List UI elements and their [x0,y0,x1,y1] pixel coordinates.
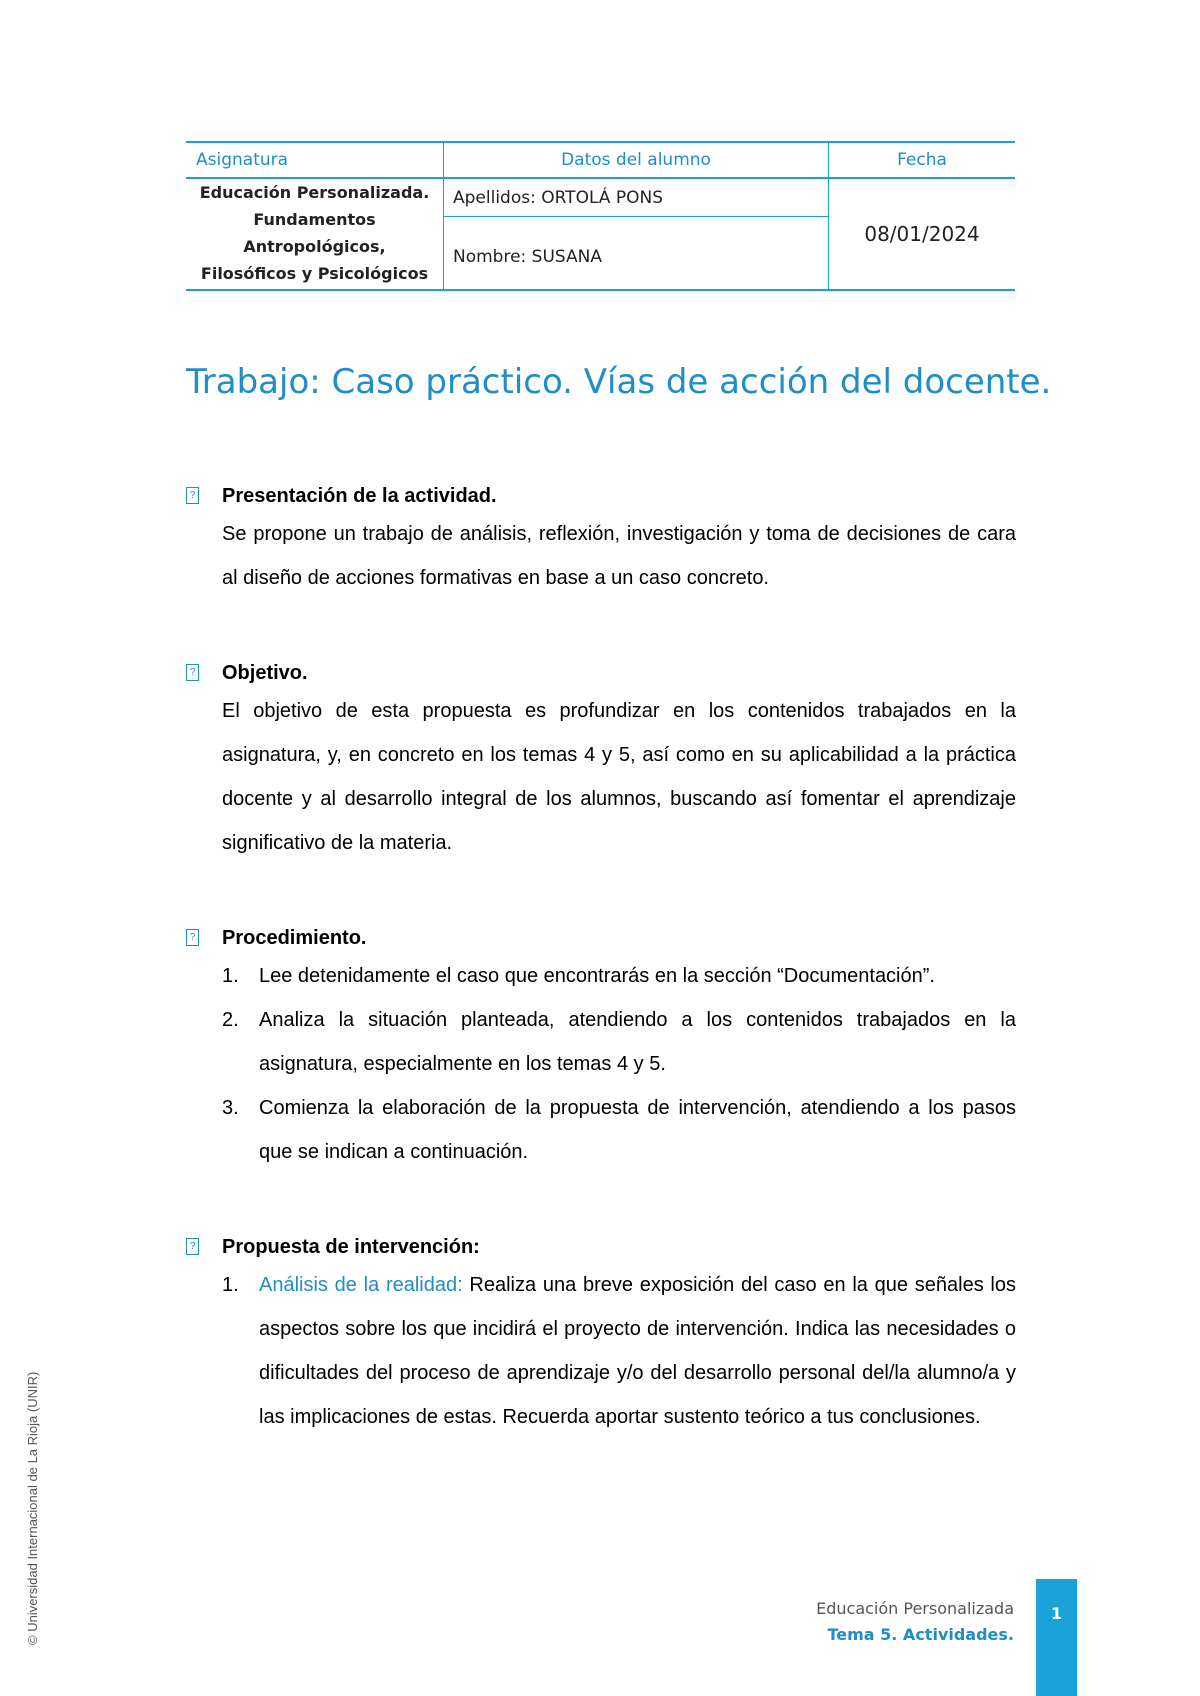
asignatura-cell [186,179,444,289]
section-text: Se propone un trabajo de análisis, reflexión, investigación y toma de decisiones de cara al diseño de acciones formativas en base a un caso concreto. [222,523,1016,589]
bullet-icon: ? [186,929,199,946]
list-text: Comienza la elaboración de la propuesta de intervención, atendiendo a los pasos que se indican a continuación. [259,1097,1016,1163]
propuesta-list [186,1263,1016,1439]
fecha-cell: 08/01/2024 [864,222,980,246]
nombre-field: Nombre: SUSANA [453,247,602,267]
asignatura-line: Educación Personalizada. [199,183,430,202]
footer [816,1596,1014,1648]
list-lead: Análisis de la realidad: [259,1274,463,1296]
bullet-icon: ? [186,664,199,681]
bullet-icon: ? [186,1238,199,1255]
page-number: 1 [1036,1579,1077,1696]
col-datos-header: Datos del alumno [444,143,829,177]
section-objetivo [186,661,1016,865]
footer-topic: Tema 5. Actividades. [827,1625,1014,1644]
section-heading: Presentación de la actividad. [222,485,497,507]
list-number: 1. [222,965,239,987]
list-number: 2. [222,1009,239,1031]
section-heading: Propuesta de intervención: [222,1236,480,1258]
section-heading: Objetivo. [222,662,308,684]
document-title: Trabajo: Caso práctico. Vías de acción del docente. [186,362,1052,402]
list-text: Lee detenidamente el caso que encontrarás en la sección “Documentación”. [259,965,935,987]
section-procedimiento [186,926,1016,1174]
list-item [222,1086,1016,1174]
list-number: 3. [222,1097,239,1119]
col-fecha-header: Fecha [897,150,947,170]
bullet-icon: ? [186,487,199,504]
footer-course: Educación Personalizada [816,1599,1014,1618]
header-body [186,179,1015,289]
col-asignatura-header: Asignatura [186,143,444,177]
list-text: Realiza una breve exposición del caso en la que señales los aspectos sobre los que incidirá el proyecto de intervención. Indica las necesidades o dificultades del proceso de aprendizaje y/o del desarrollo personal del/la alumno/a y las implicaciones de estas. Recuerda aportar sustento teórico a tus conclusiones. [259,1274,1017,1428]
section-propuesta [186,1235,1016,1439]
header-row [186,143,1015,179]
list-number: 1. [222,1274,239,1296]
section-text: El objetivo de esta propuesta es profundizar en los contenidos trabajados en la asignatura, y, en concreto en los temas 4 y 5, así como en su aplicabilidad a la práctica docente y al desarrollo integral de los alumnos, buscando así fomentar el aprendizaje significativo de la materia. [222,700,1016,854]
asignatura-line: Filosóficos y Psicológicos [200,264,429,283]
asignatura-line: Fundamentos [253,210,376,229]
datos-cell [444,179,829,289]
list-item [222,954,1016,998]
apellidos-field: Apellidos: ORTOLÁ PONS [444,179,828,217]
list-item [222,1263,1017,1439]
header-table [186,141,1015,291]
section-presentacion [186,484,1016,600]
asignatura-line: Antropológicos, [243,237,386,256]
section-heading: Procedimiento. [222,927,367,949]
procedimiento-list [186,954,1016,1174]
copyright-sidebar: © Universidad Internacional de La Rioja (UNIR) [25,1371,40,1645]
list-item [222,998,1016,1086]
list-text: Analiza la situación planteada, atendiendo a los contenidos trabajados en la asignatura, especialmente en los temas 4 y 5. [259,1009,1016,1075]
